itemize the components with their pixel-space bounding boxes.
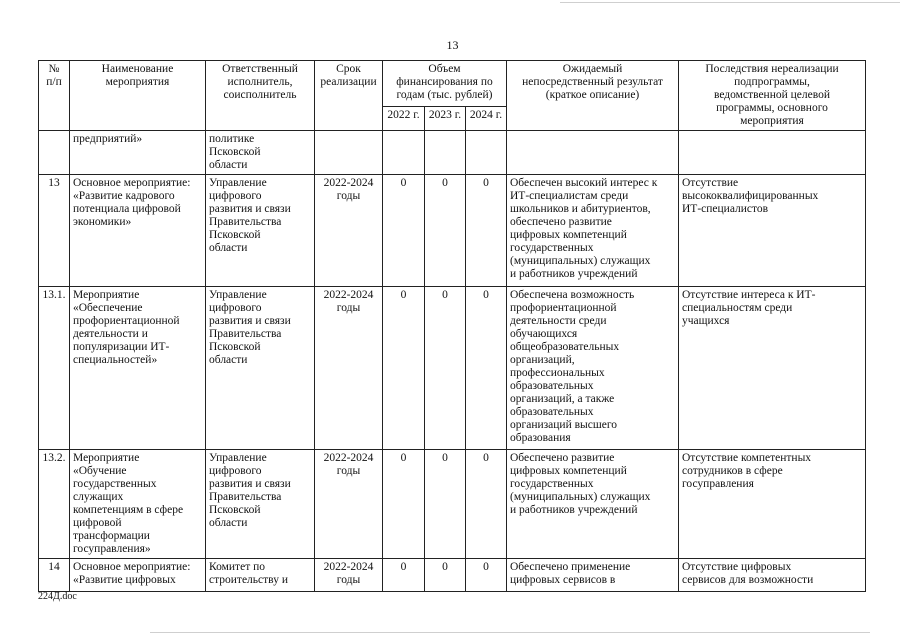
- row-result: Обеспечен высокий интерес к ИТ-специалистам среди школьников и абитуриентов, обеспечено развитие цифровых компетенций государственных (муниципальных) служащих и работников учреждений: [507, 175, 679, 287]
- table-row: [39, 287, 866, 450]
- row-num: 13: [39, 175, 70, 287]
- scan-artifact-top: [560, 2, 900, 3]
- header-year-2024: 2024 г.: [466, 106, 507, 130]
- row-term: 2022-2024 годы: [315, 450, 383, 559]
- row-term: 2022-2024 годы: [315, 287, 383, 450]
- row-num: 13.1.: [39, 287, 70, 450]
- table-row: [39, 559, 866, 592]
- row-funding-2022: 0: [383, 175, 425, 287]
- row-term: 2022-2024 годы: [315, 559, 383, 592]
- header-funding: Объем финансирования по годам (тыс. рублей): [383, 61, 507, 107]
- row-funding-2023: [425, 131, 466, 175]
- row-funding-2022: 0: [383, 450, 425, 559]
- row-result: Обеспечено применение цифровых сервисов в: [507, 559, 679, 592]
- row-consequences: Отсутствие высококвалифицированных ИТ-специалистов: [679, 175, 866, 287]
- row-funding-2022: 0: [383, 287, 425, 450]
- row-consequences: Отсутствие компетентных сотрудников в сфере госуправления: [679, 450, 866, 559]
- row-funding-2023: 0: [425, 559, 466, 592]
- row-result: [507, 131, 679, 175]
- row-consequences: [679, 131, 866, 175]
- row-consequences: Отсутствие интереса к ИТ- специальностям среди учащихся: [679, 287, 866, 450]
- row-funding-2023: 0: [425, 450, 466, 559]
- row-funding-2024: 0: [466, 175, 507, 287]
- row-name: предприятий»: [70, 131, 206, 175]
- row-term: 2022-2024 годы: [315, 175, 383, 287]
- scan-artifact-bottom: [150, 632, 870, 633]
- row-name: Мероприятие «Обеспечение профориентационной деятельности и популяризации ИТ- специальностей»: [70, 287, 206, 450]
- row-executor: Управление цифрового развития и связи Правительства Псковской области: [206, 450, 315, 559]
- header-name: Наименование мероприятия: [70, 61, 206, 131]
- row-result: Обеспечена возможность профориентационной деятельности среди обучающихся общеобразовательных организаций, профессиональных образовательных организаций, а также образовательных организаций высшего образования: [507, 287, 679, 450]
- header-consequences: Последствия нереализации подпрограммы, ведомственной целевой программы, основного мероприятия: [679, 61, 866, 131]
- row-term: [315, 131, 383, 175]
- row-num: 14: [39, 559, 70, 592]
- file-name-footer: 224Д.doc: [38, 591, 77, 602]
- row-executor: политике Псковской области: [206, 131, 315, 175]
- header-term: Срок реализации: [315, 61, 383, 131]
- row-name: Основное мероприятие: «Развитие кадрового потенциала цифровой экономики»: [70, 175, 206, 287]
- row-name: Мероприятие «Обучение государственных служащих компетенциям в сфере цифровой трансформации госуправления»: [70, 450, 206, 559]
- row-funding-2022: [383, 131, 425, 175]
- table-row: [39, 131, 866, 175]
- page-number: 13: [446, 38, 459, 52]
- row-funding-2024: 0: [466, 450, 507, 559]
- row-executor: Управление цифрового развития и связи Правительства Псковской области: [206, 287, 315, 450]
- row-funding-2024: 0: [466, 559, 507, 592]
- row-num: 13.2.: [39, 450, 70, 559]
- row-name: Основное мероприятие: «Развитие цифровых: [70, 559, 206, 592]
- row-executor: Управление цифрового развития и связи Правительства Псковской области: [206, 175, 315, 287]
- row-result: Обеспечено развитие цифровых компетенций государственных (муниципальных) служащих и работников учреждений: [507, 450, 679, 559]
- row-consequences: Отсутствие цифровых сервисов для возможности: [679, 559, 866, 592]
- header-row: [39, 61, 866, 107]
- row-executor: Комитет по строительству и: [206, 559, 315, 592]
- header-year-2023: 2023 г.: [425, 106, 466, 130]
- header-result: Ожидаемый непосредственный результат (краткое описание): [507, 61, 679, 131]
- header-year-2022: 2022 г.: [383, 106, 425, 130]
- table-row: [39, 175, 866, 287]
- header-executor: Ответственный исполнитель, соисполнитель: [206, 61, 315, 131]
- header-num: № п/п: [39, 61, 70, 131]
- table-row: [39, 450, 866, 559]
- row-funding-2023: 0: [425, 175, 466, 287]
- row-funding-2024: 0: [466, 287, 507, 450]
- row-funding-2022: 0: [383, 559, 425, 592]
- row-funding-2023: 0: [425, 287, 466, 450]
- row-funding-2024: [466, 131, 507, 175]
- row-num: [39, 131, 70, 175]
- program-table: [38, 60, 866, 592]
